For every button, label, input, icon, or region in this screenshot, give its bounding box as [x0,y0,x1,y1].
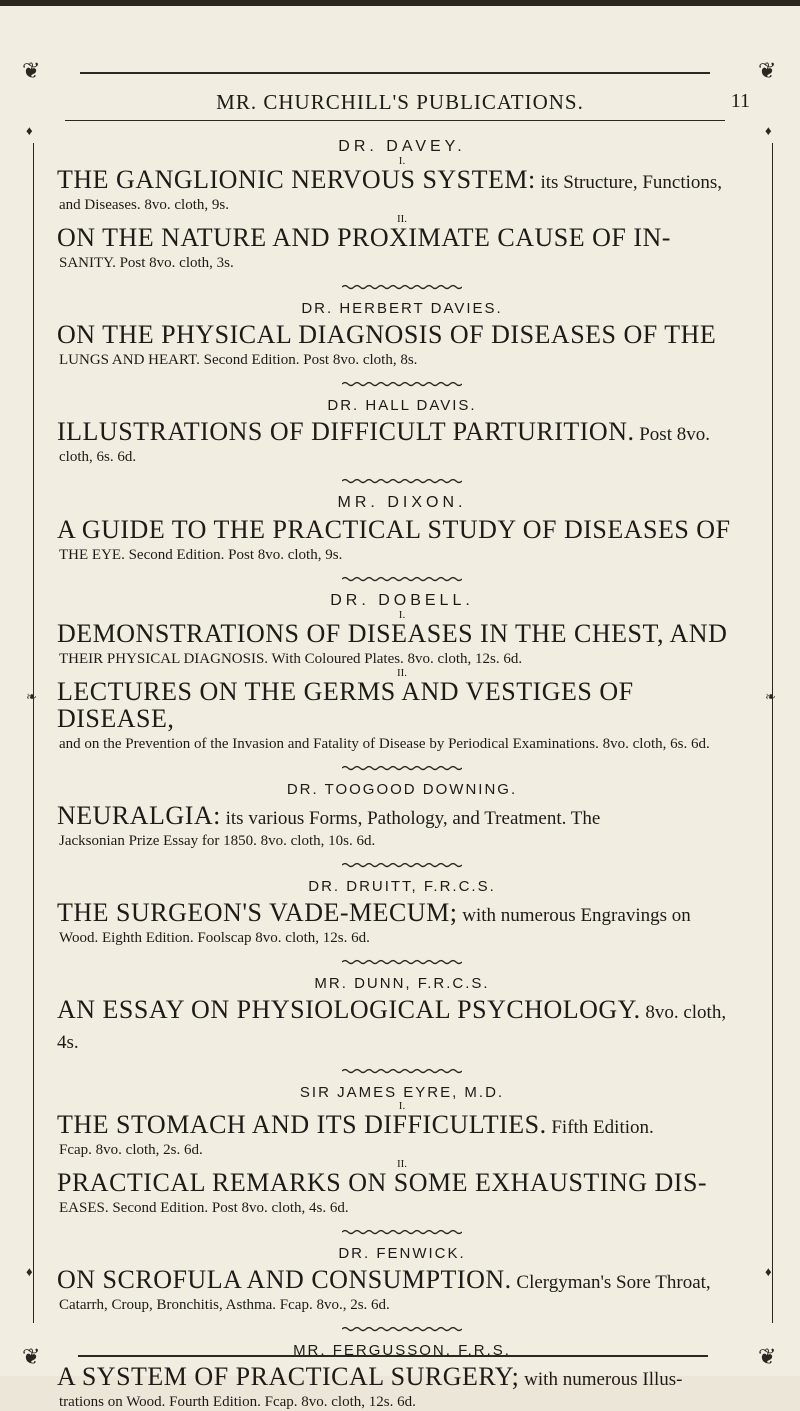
top-border-rule [80,72,710,74]
work-description: its various Forms, Pathology, and Treatment. The [220,808,601,829]
work-title-line [57,418,747,448]
work-title-line [57,321,747,351]
wavy-divider [342,862,462,868]
work-description: 8vo. cloth, 4s. [57,1002,727,1053]
work-numeral: II. [396,1158,408,1170]
author-heading: DR. HERBERT DAVIES. [301,300,503,317]
work-title: ON THE NATURE AND PROXIMATE CAUSE OF IN- [57,223,671,252]
wavy-divider [342,765,462,771]
work-title-line [57,516,747,546]
work-detail: trations on Wood. Fourth Edition. Fcap. 8vo. cloth, 12s. 6d. [59,1394,416,1410]
work-detail: cloth, 6s. 6d. [59,449,137,465]
right-border-rule [772,143,773,1323]
work-title-line [57,166,747,196]
work-title-line [57,224,747,254]
work-title: NEURALGIA: [57,801,221,830]
publication-list [57,128,747,1411]
work-title: DEMONSTRATIONS OF DISEASES IN THE CHEST, AND [57,619,728,648]
work-detail: Jacksonian Prize Essay for 1850. 8vo. cloth, 10s. 6d. [59,833,376,849]
work-detail: SANITY. Post 8vo. cloth, 3s. [59,255,234,271]
work-title: THE STOMACH AND ITS DIFFICULTIES. [57,1110,547,1139]
running-title: MR. CHURCHILL'S PUBLICATIONS. [216,90,584,114]
work-description: its Structure, Functions, [535,172,723,193]
work-title-line [57,1169,747,1199]
work-title: PRACTICAL REMARKS ON SOME EXHAUSTING DIS- [57,1168,708,1197]
author-heading: MR. FERGUSSON, F.R.S. [293,1342,511,1359]
work-numeral: II. [396,667,408,679]
work-title-line [57,802,747,832]
right-side-ornament-top: ♦ [765,123,772,138]
work-title: AN ESSAY ON PHYSIOLOGICAL PSYCHOLOGY. [57,995,641,1024]
left-side-ornament-top: ♦ [26,123,33,138]
work-numeral: I. [398,1100,406,1112]
author-heading: DR. FENWICK. [338,1245,466,1262]
work-detail: EASES. Second Edition. Post 8vo. cloth, 4s. 6d. [59,1200,349,1216]
work-title: THE GANGLIONIC NERVOUS SYSTEM: [57,165,536,194]
work-title-line [57,1266,747,1296]
work-numeral: II. [396,213,408,225]
top-left-ornament: ❦ [22,58,41,83]
wavy-divider [342,1229,462,1235]
work-title: ON SCROFULA AND CONSUMPTION. [57,1265,512,1294]
work-description: Clergyman's Sore Throat, [511,1272,711,1293]
work-title-line [57,899,747,929]
work-detail: Wood. Eighth Edition. Foolscap 8vo. cloth, 12s. 6d. [59,930,370,946]
bottom-right-ornament: ❦ [758,1344,777,1369]
work-description: with numerous Engravings on [457,905,691,926]
work-title: ILLUSTRATIONS OF DIFFICULT PARTURITION. [57,417,635,446]
wavy-divider [342,1326,462,1332]
wavy-divider [342,959,462,965]
work-detail: Fcap. 8vo. cloth, 2s. 6d. [59,1142,203,1158]
work-title-line [57,1363,747,1393]
wavy-divider [342,478,462,484]
header-under-rule [65,120,725,121]
work-detail: THE EYE. Second Edition. Post 8vo. cloth, 9s. [59,547,343,563]
work-detail: and Diseases. 8vo. cloth, 9s. [59,197,229,213]
author-heading: DR. DRUITT, F.R.C.S. [308,878,496,895]
work-detail: THEIR PHYSICAL DIAGNOSIS. With Coloured Plates. 8vo. cloth, 12s. 6d. [59,651,523,667]
top-edge-band [0,0,800,6]
author-heading: MR. DUNN, F.R.C.S. [314,975,490,992]
work-numeral: I. [398,609,406,621]
author-heading: DR. DOBELL. [330,592,474,609]
work-title: ON THE PHYSICAL DIAGNOSIS OF DISEASES OF THE [57,320,717,349]
work-numeral: I. [398,155,406,167]
work-title-line [57,678,747,735]
work-title: A SYSTEM OF PRACTICAL SURGERY; [57,1362,520,1391]
author-heading: DR. HALL DAVIS. [327,397,477,414]
work-title: THE SURGEON'S VADE-MECUM; [57,898,458,927]
top-right-ornament: ❦ [758,58,777,83]
work-description: Fifth Edition. [546,1117,654,1138]
wavy-divider [342,381,462,387]
right-side-ornament-mid: ❧ [765,689,776,704]
wavy-divider [342,284,462,290]
work-detail: and on the Prevention of the Invasion and Fatality of Disease by Periodical Examinations. 8vo. cloth, 6s. 6d. [59,736,710,752]
work-description: with numerous Illus- [519,1369,683,1390]
author-heading: SIR JAMES EYRE, M.D. [299,1084,505,1101]
work-detail: Catarrh, Croup, Bronchitis, Asthma. Fcap. 8vo., 2s. 6d. [59,1297,390,1313]
work-description: Post 8vo. [634,424,710,445]
author-heading: DR. TOOGOOD DOWNING. [286,781,518,798]
work-title: LECTURES ON THE GERMS AND VESTIGES OF DISEASE, [57,677,634,733]
work-title: A GUIDE TO THE PRACTICAL STUDY OF DISEASES OF [57,515,731,544]
work-title-line [57,1111,747,1141]
left-side-ornament-mid: ❧ [26,689,37,704]
right-side-ornament-bottom: ♦ [765,1264,772,1279]
left-side-ornament-bottom: ♦ [26,1264,33,1279]
wavy-divider [342,1068,462,1074]
wavy-divider [342,576,462,582]
author-heading: DR. DAVEY. [338,138,466,155]
work-title-line [57,996,747,1056]
author-heading: MR. DIXON. [337,494,467,511]
page-number: 11 [730,90,750,112]
work-detail: LUNGS AND HEART. Second Edition. Post 8vo. cloth, 8s. [59,352,418,368]
left-border-rule [33,143,34,1323]
bottom-left-ornament: ❦ [22,1344,41,1369]
work-title-line [57,620,747,650]
